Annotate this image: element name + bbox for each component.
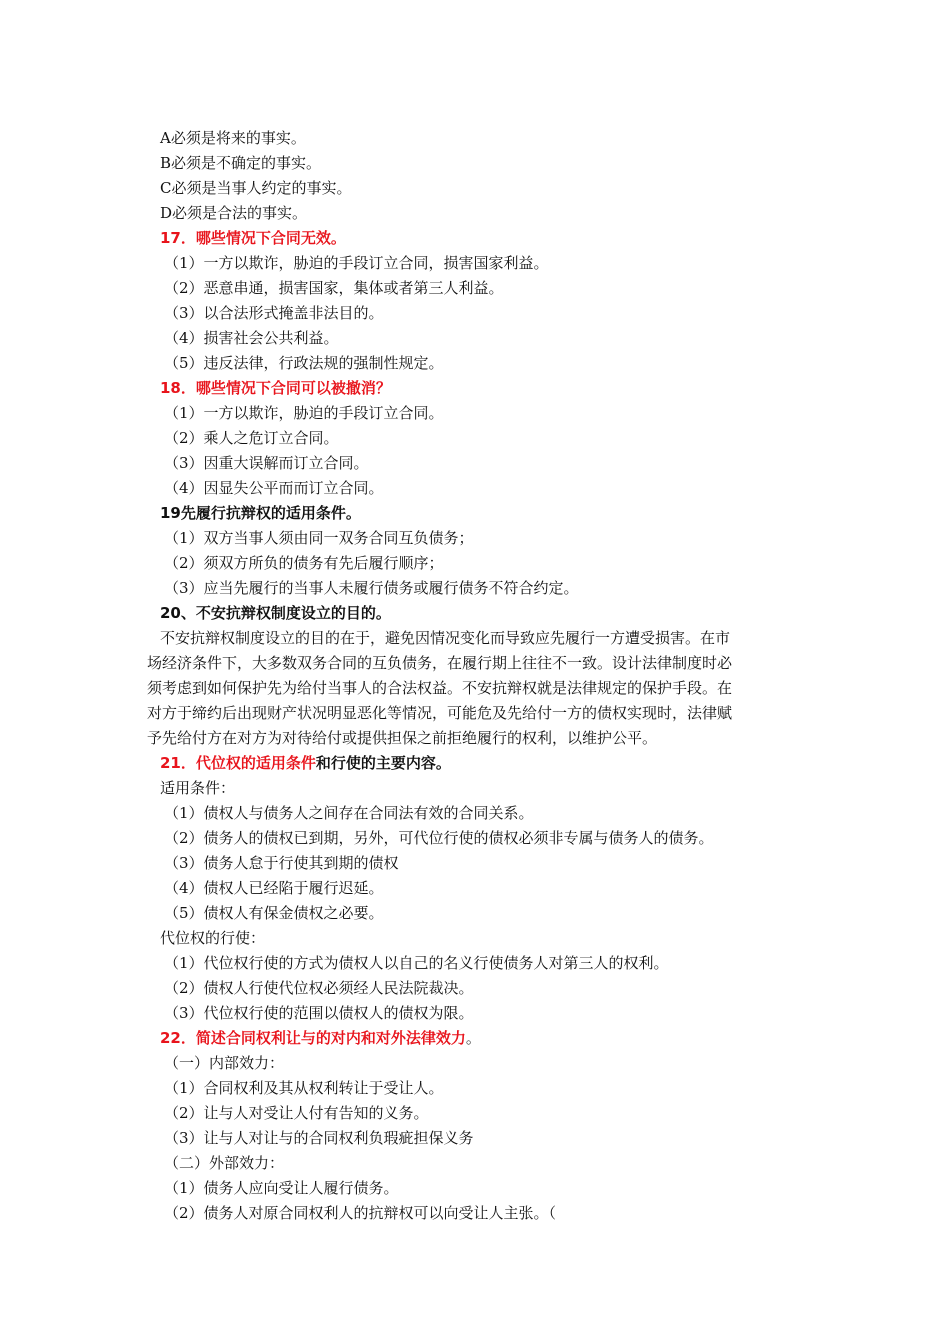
q18-item: （2）乘人之危订立合同。 bbox=[164, 429, 339, 447]
q17-item: （2）恶意串通，损害国家，集体或者第三人利益。 bbox=[164, 279, 504, 297]
q19-item: （3）应当先履行的当事人未履行债务或履行债务不符合约定。 bbox=[164, 579, 579, 597]
q18-item: （3）因重大误解而订立合同。 bbox=[164, 454, 369, 472]
q22-internal-item: （2）让与人对受让人付有告知的义务。 bbox=[164, 1104, 429, 1122]
q21-heading bbox=[160, 751, 810, 776]
q19-item: （1）双方当事人须由同一双务合同互负债务； bbox=[164, 529, 474, 547]
q17-item: （5）违反法律，行政法规的强制性规定。 bbox=[164, 354, 444, 372]
q21-exercise: （1）代位权行使的方式为债权人以自己的名义行使债务人对第三人的权利。 bbox=[164, 954, 669, 972]
q21-condition: （3）债务人怠于行使其到期的债权 bbox=[164, 854, 399, 872]
q22-external-label: （二）外部效力： bbox=[164, 1154, 285, 1172]
q18-item: （1）一方以欺诈，胁迫的手段订立合同。 bbox=[164, 404, 444, 422]
q22-heading-red: 22．简述合同权利让与的对内和对外法律效力 bbox=[160, 1029, 466, 1047]
option-b: B必须是不确定的事实。 bbox=[160, 154, 322, 172]
document-content bbox=[147, 126, 810, 1226]
q22-internal-item: （1）合同权利及其从权利转让于受让人。 bbox=[164, 1079, 444, 1097]
q21-condition: （1）债权人与债务人之间存在合同法有效的合同关系。 bbox=[164, 804, 534, 822]
q17-heading: 17．哪些情况下合同无效。 bbox=[160, 229, 346, 247]
option-a: A必须是将来的事实。 bbox=[160, 129, 306, 147]
q17-item: （4）损害社会公共利益。 bbox=[164, 329, 339, 347]
q19-item: （2）须双方所负的债务有先后履行顺序； bbox=[164, 554, 444, 572]
q20-line: 对方于缔约后出现财产状况明显恶化等情况，可能危及先给付一方的债权实现时，法律赋 bbox=[147, 704, 733, 722]
q20-line: 不安抗辩权制度设立的目的在于，避免因情况变化而导致应先履行一方遭受损害。在市 bbox=[160, 629, 731, 647]
q20-line: 予先给付方在对方为对待给付或提供担保之前拒绝履行的权利，以维护公平。 bbox=[147, 729, 658, 747]
q21-condition: （4）债权人已经陷于履行迟延。 bbox=[164, 879, 384, 897]
q17-item: （3）以合法形式掩盖非法目的。 bbox=[164, 304, 384, 322]
q18-heading: 18．哪些情况下合同可以被撤消？ bbox=[160, 379, 391, 397]
q21-condition: （2）债务人的债权已到期，另外，可代位行使的债权必须非专属与债务人的债务。 bbox=[164, 829, 714, 847]
option-d: D必须是合法的事实。 bbox=[160, 204, 308, 222]
q20-paragraph bbox=[147, 626, 810, 751]
q22-heading-tail: 。 bbox=[465, 1029, 481, 1047]
q21-exercise-label: 代位权的行使： bbox=[160, 929, 266, 947]
q22-internal-label: （一）内部效力： bbox=[164, 1054, 285, 1072]
q20-line: 须考虑到如何保护先为给付当事人的合法权益。不安抗辩权就是法律规定的保护手段。在 bbox=[147, 679, 733, 697]
q21-heading-red: 21．代位权的适用条件 bbox=[160, 754, 316, 772]
q18-item: （4）因显失公平而而订立合同。 bbox=[164, 479, 384, 497]
q17-item: （1）一方以欺诈，胁迫的手段订立合同，损害国家利益。 bbox=[164, 254, 549, 272]
q21-condition: （5）债权人有保金债权之必要。 bbox=[164, 904, 384, 922]
q21-exercise: （3）代位权行使的范围以债权人的债权为限。 bbox=[164, 1004, 474, 1022]
q21-conditions-label: 适用条件： bbox=[160, 779, 236, 797]
q21-heading-black: 和行使的主要内容。 bbox=[315, 754, 451, 772]
q22-heading bbox=[160, 1026, 810, 1051]
q21-exercise: （2）债权人行使代位权必须经人民法院裁决。 bbox=[164, 979, 474, 997]
q22-external-item: （2）债务人对原合同权利人的抗辩权可以向受让人主张。（ bbox=[164, 1204, 557, 1222]
option-c: C必须是当事人约定的事实。 bbox=[160, 179, 352, 197]
q19-heading: 19先履行抗辩权的适用条件。 bbox=[160, 504, 361, 522]
q22-external-item: （1）债务人应向受让人履行债务。 bbox=[164, 1179, 399, 1197]
q20-line: 场经济条件下，大多数双务合同的互负债务，在履行期上往往不一致。设计法律制度时必 bbox=[147, 654, 733, 672]
q22-internal-item: （3）让与人对让与的合同权利负瑕疵担保义务 bbox=[164, 1129, 474, 1147]
q20-heading: 20、不安抗辩权制度设立的目的。 bbox=[160, 604, 391, 622]
